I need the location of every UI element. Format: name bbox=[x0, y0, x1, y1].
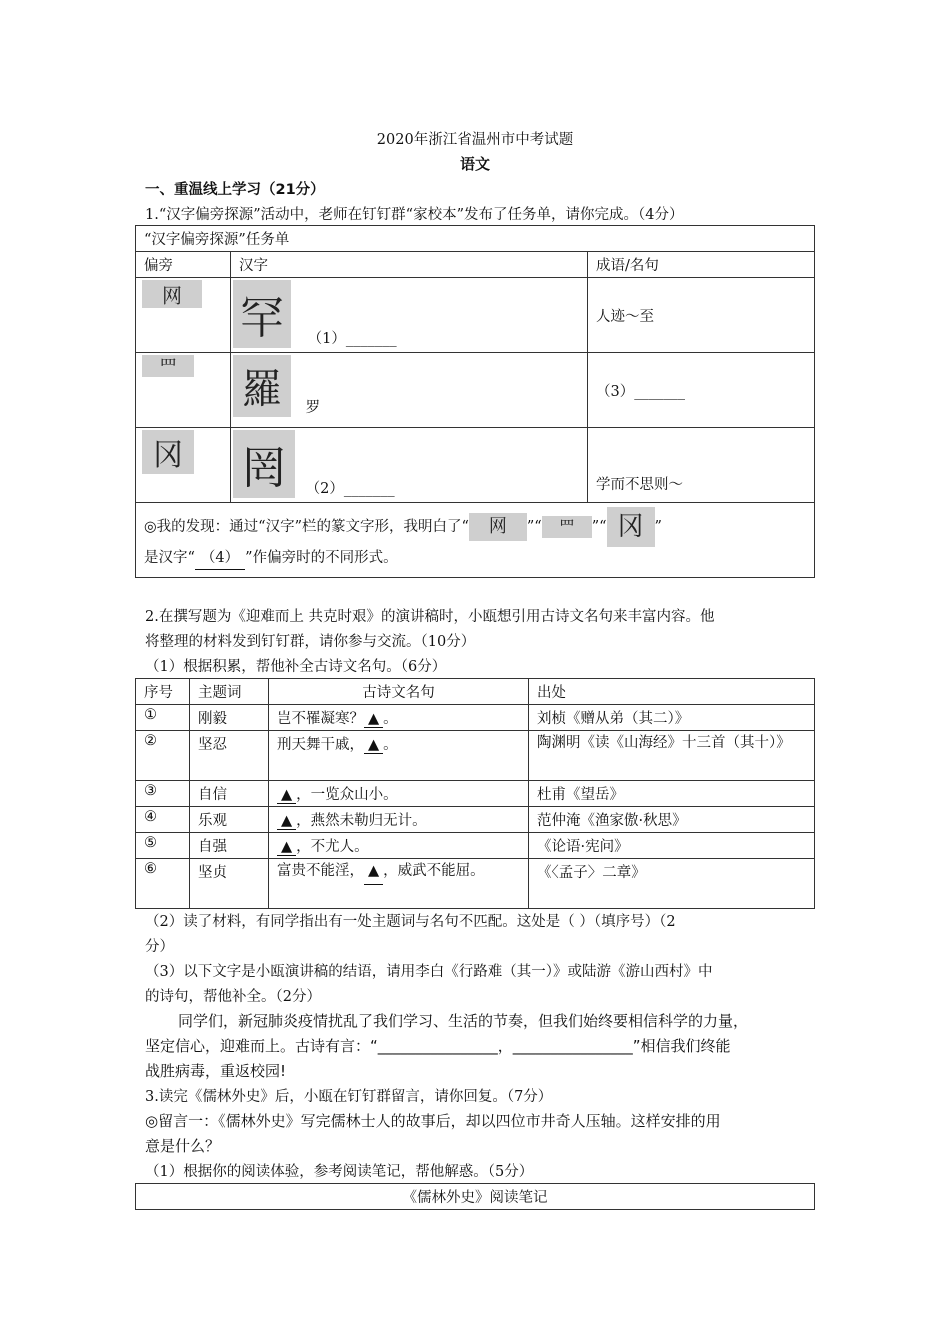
radical-cell bbox=[136, 278, 231, 353]
discovery-text: ”作偏旁时的不同形式。 bbox=[245, 550, 398, 566]
reading-notes-table bbox=[135, 1183, 815, 1210]
verse-blank[interactable]: ▲ bbox=[364, 711, 383, 728]
discovery-quote: ” bbox=[654, 519, 662, 535]
header-verse: 古诗文名句 bbox=[269, 679, 529, 705]
row-number: ① bbox=[136, 705, 190, 731]
q2-sub2-line1: （2）读了材料，有同学指出有一处主题词与名句不匹配。这处是（ ）（填序号）（2 bbox=[145, 914, 676, 930]
character-cell bbox=[231, 353, 588, 428]
character-cell bbox=[231, 428, 588, 503]
row-source: 范仲淹《渔家傲·秋思》 bbox=[529, 807, 815, 833]
seal-radical-image: 网 bbox=[142, 280, 202, 308]
row-theme: 坚忍 bbox=[190, 731, 269, 781]
row-number: ⑥ bbox=[136, 859, 190, 909]
discovery-line bbox=[144, 507, 806, 547]
section-heading: 一、重温线上学习（21分） bbox=[145, 182, 325, 198]
header-radical: 偏旁 bbox=[136, 252, 231, 278]
row-verse: 岂不罹凝寒？ ▲ 。 bbox=[269, 705, 529, 731]
q2-prompt-1: 2.在撰写题为《迎难而上 共克时艰》的演讲稿时，小瓯想引用古诗文名句来丰富内容。他 bbox=[145, 609, 715, 625]
discovery-cell bbox=[136, 503, 815, 578]
verse-blank[interactable]: ▲ bbox=[277, 839, 296, 856]
seal-radical-image: 罒 bbox=[142, 355, 194, 377]
row-source: 刘桢《赠从弟（其二）》 bbox=[529, 705, 815, 731]
q1-prompt: 1.“汉字偏旁探源”活动中，老师在钉钉群“家校本”发布了任务单，请你完成。（4分） bbox=[145, 207, 684, 223]
table-row bbox=[136, 705, 815, 731]
q2-sub1: （1）根据积累，帮他补全古诗文名句。（6分） bbox=[145, 659, 447, 675]
seal-character-image: 罔 bbox=[233, 430, 295, 498]
table-row bbox=[136, 731, 815, 781]
q2-sub3-line1: （3）以下文字是小瓯演讲稿的结语，请用李白《行路难（其一）》或陆游《游山西村》中 bbox=[145, 964, 713, 980]
verse-blank[interactable]: ▲ bbox=[364, 859, 383, 885]
row-verse: ▲ ，燕然未勒归无计。 bbox=[269, 807, 529, 833]
header-phrase: 成语/名句 bbox=[588, 252, 815, 278]
subject-title: 语文 bbox=[459, 155, 490, 173]
header-theme: 主题词 bbox=[190, 679, 269, 705]
row-number: ⑤ bbox=[136, 833, 190, 859]
seal-radical-image: 冈 bbox=[607, 507, 655, 547]
row-theme: 坚贞 bbox=[190, 859, 269, 909]
row-number: ④ bbox=[136, 807, 190, 833]
speech-line-1: 同学们，新冠肺炎疫情扰乱了我们学习、生活的节奏，但我们始终要相信科学的力量， bbox=[178, 1012, 749, 1030]
discovery-quote: ”“ bbox=[591, 519, 607, 535]
row-theme: 自强 bbox=[190, 833, 269, 859]
radical-cell bbox=[136, 353, 231, 428]
row-source: 杜甫《望岳》 bbox=[529, 781, 815, 807]
row-source: 《〈孟子〉二章》 bbox=[529, 859, 815, 909]
seal-character-image: 羅 bbox=[233, 355, 291, 417]
seal-character-image: 罕 bbox=[233, 280, 291, 348]
q3-message-2: 意是什么？ bbox=[145, 1137, 221, 1155]
q3-prompt: 3.读完《儒林外史》后，小瓯在钉钉群留言，请你回复。（7分） bbox=[145, 1089, 553, 1105]
task-table-title: “汉字偏旁探源”任务单 bbox=[136, 226, 815, 252]
seal-radical-image: 网 bbox=[469, 513, 527, 541]
blank-4[interactable]: （4） bbox=[195, 547, 245, 570]
speech-line-2[interactable]: 坚定信心，迎难而上。古诗有言：“________________，________________”相信我们终能 bbox=[145, 1037, 731, 1055]
character-cell bbox=[231, 278, 588, 353]
header-character: 汉字 bbox=[231, 252, 588, 278]
verse-blank[interactable]: ▲ bbox=[277, 787, 296, 804]
row-verse: 刑天舞干戚， ▲ 。 bbox=[269, 731, 529, 781]
phrase-cell[interactable]: （3）_______ bbox=[588, 353, 815, 428]
row-number: ② bbox=[136, 731, 190, 781]
speech-line-3: 战胜病毒，重返校园! bbox=[145, 1062, 287, 1080]
verse-blank[interactable]: ▲ bbox=[277, 813, 296, 830]
q3-message-1: ◎留言一：《儒林外史》写完儒林士人的故事后，却以四位市井奇人压轴。这样安排的用 bbox=[145, 1112, 721, 1130]
discovery-text: 是汉字“ bbox=[144, 550, 195, 566]
phrase-cell: 学而不思则～ bbox=[588, 428, 815, 503]
row-theme: 乐观 bbox=[190, 807, 269, 833]
radical-cell bbox=[136, 428, 231, 503]
row-verse: 富贵不能淫， ▲ ，威武不能屈。 bbox=[269, 859, 529, 909]
task-table bbox=[135, 225, 815, 578]
seal-radical-image: 冈 bbox=[142, 430, 194, 474]
q3-sub1: （1）根据你的阅读体验，参考阅读笔记，帮他解惑。（5分） bbox=[145, 1164, 534, 1180]
q2-sub3-line2: 的诗句，帮他补全。（2分） bbox=[145, 989, 321, 1005]
verse-blank[interactable]: ▲ bbox=[364, 737, 383, 754]
row-verse: ▲ ，不尤人。 bbox=[269, 833, 529, 859]
poetry-table bbox=[135, 678, 815, 909]
row-source: 陶渊明《读《山海经》十三首（其十）》 bbox=[529, 731, 815, 781]
phrase-cell: 人迹～至 bbox=[588, 278, 815, 353]
exam-title: 2020年浙江省温州市中考试题 bbox=[376, 132, 574, 148]
row-theme: 刚毅 bbox=[190, 705, 269, 731]
header-source: 出处 bbox=[529, 679, 815, 705]
row-number: ③ bbox=[136, 781, 190, 807]
character-label: 罗 bbox=[305, 400, 321, 416]
header-number: 序号 bbox=[136, 679, 190, 705]
table-row bbox=[136, 833, 815, 859]
table-row bbox=[136, 859, 815, 909]
reading-notes-title: 《儒林外史》阅读笔记 bbox=[136, 1184, 815, 1210]
table-row bbox=[136, 807, 815, 833]
discovery-text: ◎我的发现：通过“汉字”栏的篆文字形，我明白了“ bbox=[144, 519, 469, 535]
row-source: 《论语·宪问》 bbox=[529, 833, 815, 859]
blank-2[interactable]: （2）_______ bbox=[305, 481, 395, 497]
row-verse: ▲ ，一览众山小。 bbox=[269, 781, 529, 807]
row-theme: 自信 bbox=[190, 781, 269, 807]
seal-radical-image: 罒 bbox=[542, 516, 592, 538]
q2-prompt-2: 将整理的材料发到钉钉群，请你参与交流。（10分） bbox=[145, 634, 476, 650]
blank-1[interactable]: （1）_______ bbox=[307, 331, 397, 347]
discovery-line-2 bbox=[144, 547, 806, 570]
table-row bbox=[136, 781, 815, 807]
q2-sub2-line2: 分） bbox=[145, 939, 174, 955]
discovery-quote: ”“ bbox=[526, 519, 542, 535]
